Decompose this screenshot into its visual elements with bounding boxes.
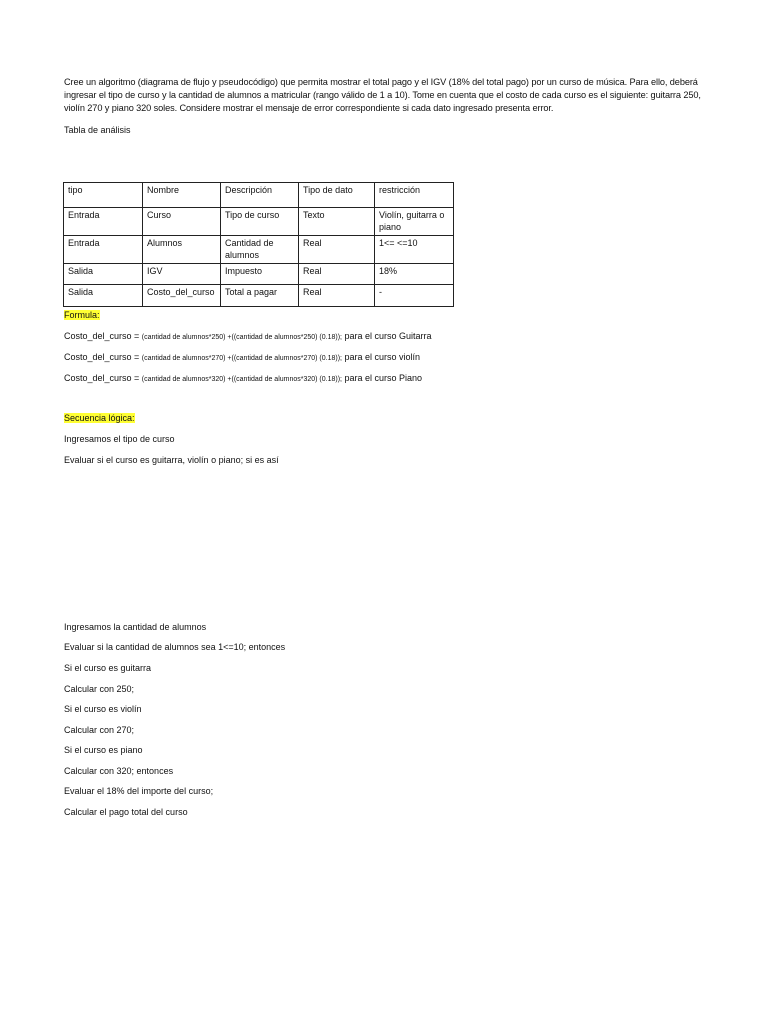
table-cell: Tipo de curso xyxy=(221,208,299,236)
sequence-heading xyxy=(64,412,135,424)
sequence-step: Evaluar si el curso es guitarra, violín o piano; si es así xyxy=(64,455,279,465)
sequence-heading-text: Secuencia lógica: xyxy=(64,413,135,423)
sequence-step: Ingresamos el tipo de curso xyxy=(64,434,175,444)
table-header-cell: tipo xyxy=(64,183,143,208)
table-row xyxy=(64,208,454,236)
table-cell: Curso xyxy=(143,208,221,236)
sequence-step: Evaluar el 18% del importe del curso; xyxy=(64,786,214,796)
table-caption: Tabla de análisis xyxy=(64,125,131,135)
table-cell: Texto xyxy=(299,208,375,236)
table-row xyxy=(64,236,454,264)
formula-expression: (cantidad de alumnos*320) +((cantidad de alumnos*320) (0.18)); xyxy=(141,376,342,383)
formula-line xyxy=(64,372,422,386)
table-cell: Real xyxy=(299,236,375,264)
formula-prefix: Costo_del_curso = xyxy=(64,373,142,383)
table-header-row xyxy=(64,183,454,208)
table-cell: IGV xyxy=(143,264,221,285)
table-cell: Salida xyxy=(64,285,143,307)
sequence-step: Calcular el pago total del curso xyxy=(64,807,188,817)
formula-prefix: Costo_del_curso = xyxy=(64,331,142,341)
analysis-table xyxy=(63,182,454,307)
table-cell: Cantidad de alumnos xyxy=(221,236,299,264)
formula-heading xyxy=(64,309,100,321)
formula-prefix: Costo_del_curso = xyxy=(64,352,142,362)
table-row xyxy=(64,285,454,307)
sequence-step: Si el curso es piano xyxy=(64,745,143,755)
table-header-cell: Tipo de dato xyxy=(299,183,375,208)
formula-line xyxy=(64,351,420,365)
formula-expression: (cantidad de alumnos*250) +((cantidad de alumnos*250) (0.18)); xyxy=(141,334,342,341)
formula-heading-text: Formula: xyxy=(64,310,100,320)
table-header-cell: restricción xyxy=(375,183,454,208)
table-cell: Real xyxy=(299,285,375,307)
sequence-step: Calcular con 250; xyxy=(64,684,135,694)
formula-suffix: para el curso Guitarra xyxy=(342,331,432,341)
table-cell: Violín, guitarra o piano xyxy=(375,208,454,236)
problem-statement: Cree un algoritmo (diagrama de flujo y pseudocódigo) que permita mostrar el total pago y el IGV (18% del total pago) por un curso de música. Para ello, deberá ingresar el tipo de curso y la cantidad de alumnos a matricular (rango válido de 1 a 10). Tome en cuenta que el costo de cada curso es el siguiente: guitarra 250, violín 270 y piano 320 soles. Considere mostrar el mensaje de error correspondiente si cada dato ingresado presenta error. xyxy=(64,77,701,113)
table-cell: Alumnos xyxy=(143,236,221,264)
table-cell: Entrada xyxy=(64,208,143,236)
table-cell: Entrada xyxy=(64,236,143,264)
formula-suffix: para el curso Piano xyxy=(342,373,423,383)
sequence-step: Si el curso es violín xyxy=(64,704,142,714)
sequence-step: Calcular con 320; entonces xyxy=(64,766,174,776)
table-row xyxy=(64,264,454,285)
sequence-step: Calcular con 270; xyxy=(64,725,135,735)
table-cell: Total a pagar xyxy=(221,285,299,307)
table-cell: Impuesto xyxy=(221,264,299,285)
table-header-cell: Descripción xyxy=(221,183,299,208)
formula-suffix: para el curso violín xyxy=(342,352,421,362)
table-cell: Costo_del_curso xyxy=(143,285,221,307)
table-cell: 1<= <=10 xyxy=(375,236,454,264)
table-cell: Real xyxy=(299,264,375,285)
table-header-cell: Nombre xyxy=(143,183,221,208)
table-cell: 18% xyxy=(375,264,454,285)
formula-line xyxy=(64,330,432,344)
sequence-step: Si el curso es guitarra xyxy=(64,663,152,673)
formula-expression: (cantidad de alumnos*270) +((cantidad de alumnos*270) (0.18)); xyxy=(141,355,342,362)
table-cell: - xyxy=(375,285,454,307)
sequence-step: Ingresamos la cantidad de alumnos xyxy=(64,622,207,632)
sequence-step: Evaluar si la cantidad de alumnos sea 1<=10; entonces xyxy=(64,642,286,652)
table-cell: Salida xyxy=(64,264,143,285)
